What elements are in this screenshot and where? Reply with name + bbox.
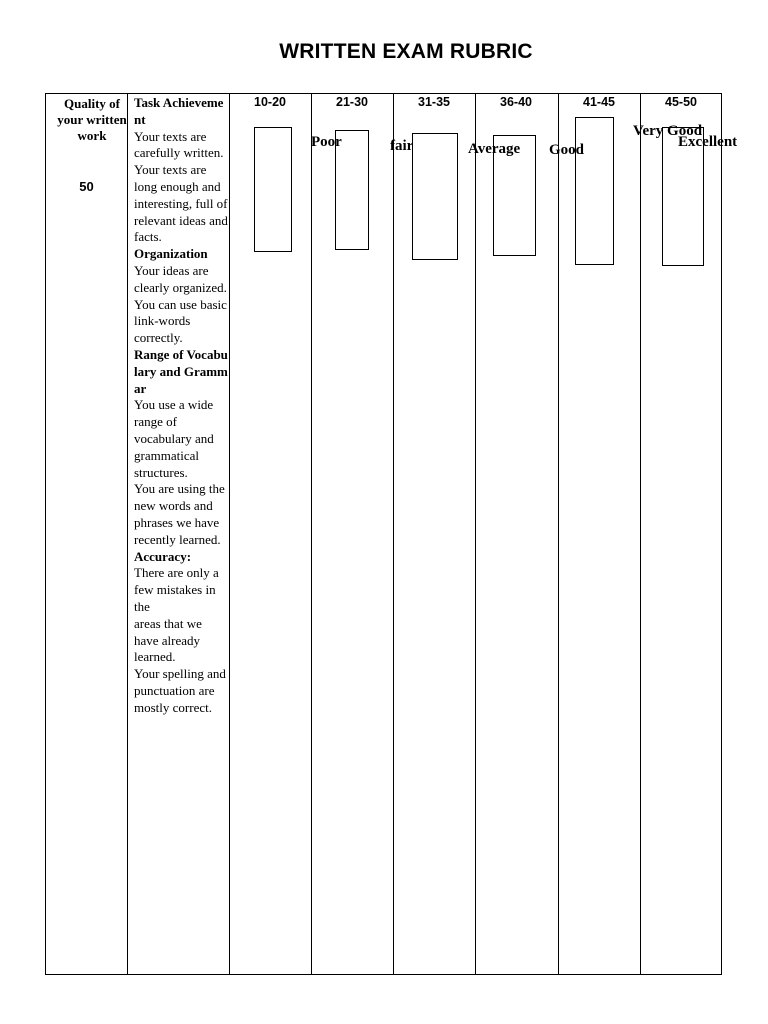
descriptor-text: You can use basic link-words correctly.: [134, 296, 227, 346]
grade-label: fair: [390, 138, 414, 154]
grade-label: Very Good: [633, 123, 703, 139]
descriptor-text: Your texts are long enough and interesting, full of relevant ideas and facts.: [134, 162, 228, 245]
page-title: WRITTEN EXAM RUBRIC: [279, 40, 533, 63]
descriptor-heading: Range of Vocabulary and Grammar: [134, 346, 228, 396]
column-divider: [475, 94, 476, 974]
descriptor-text: There are only a few mistakes in the: [134, 565, 219, 614]
max-score: 50: [79, 179, 94, 194]
column-divider: [558, 94, 559, 974]
descriptor-text: You are using the new words and phrases we have recently learned.: [134, 481, 225, 547]
descriptor-heading: Accuracy:: [134, 548, 192, 564]
score-range-header: 45-50: [665, 95, 697, 109]
grade-label: Excellent: [678, 134, 738, 150]
score-box[interactable]: [575, 117, 614, 265]
column-divider: [229, 94, 230, 974]
score-range-header: 41-45: [583, 95, 615, 109]
score-range-header: 36-40: [500, 95, 532, 109]
descriptor-text: areas that we have already learned.: [134, 615, 202, 665]
descriptor-text: You use a wide range of vocabulary and grammatical structures.: [134, 397, 214, 480]
column-divider: [311, 94, 312, 974]
score-range-header: 10-20: [254, 95, 286, 109]
descriptor-heading: Organization: [134, 246, 208, 262]
score-box[interactable]: [412, 133, 458, 260]
column-divider: [127, 94, 128, 974]
column-divider: [393, 94, 394, 974]
score-box[interactable]: [254, 127, 292, 252]
grade-label: Poor: [311, 134, 342, 150]
criterion-label: Quality of your written work: [57, 96, 127, 143]
descriptor-text: Your spelling and punctuation are mostly correct.: [134, 666, 226, 715]
rubric-table: [45, 93, 738, 975]
descriptor-heading: Task Achievement: [134, 95, 224, 127]
score-range-header: 21-30: [336, 95, 368, 109]
column-divider: [640, 94, 641, 974]
descriptor-column: [134, 95, 228, 716]
descriptor-text: Your texts are carefully written.: [134, 128, 224, 161]
descriptor-text: Your ideas are clearly organized.: [134, 262, 227, 295]
grade-label: Average: [468, 141, 521, 157]
score-range-header: 31-35: [418, 95, 450, 109]
grade-label: Good: [549, 142, 585, 158]
